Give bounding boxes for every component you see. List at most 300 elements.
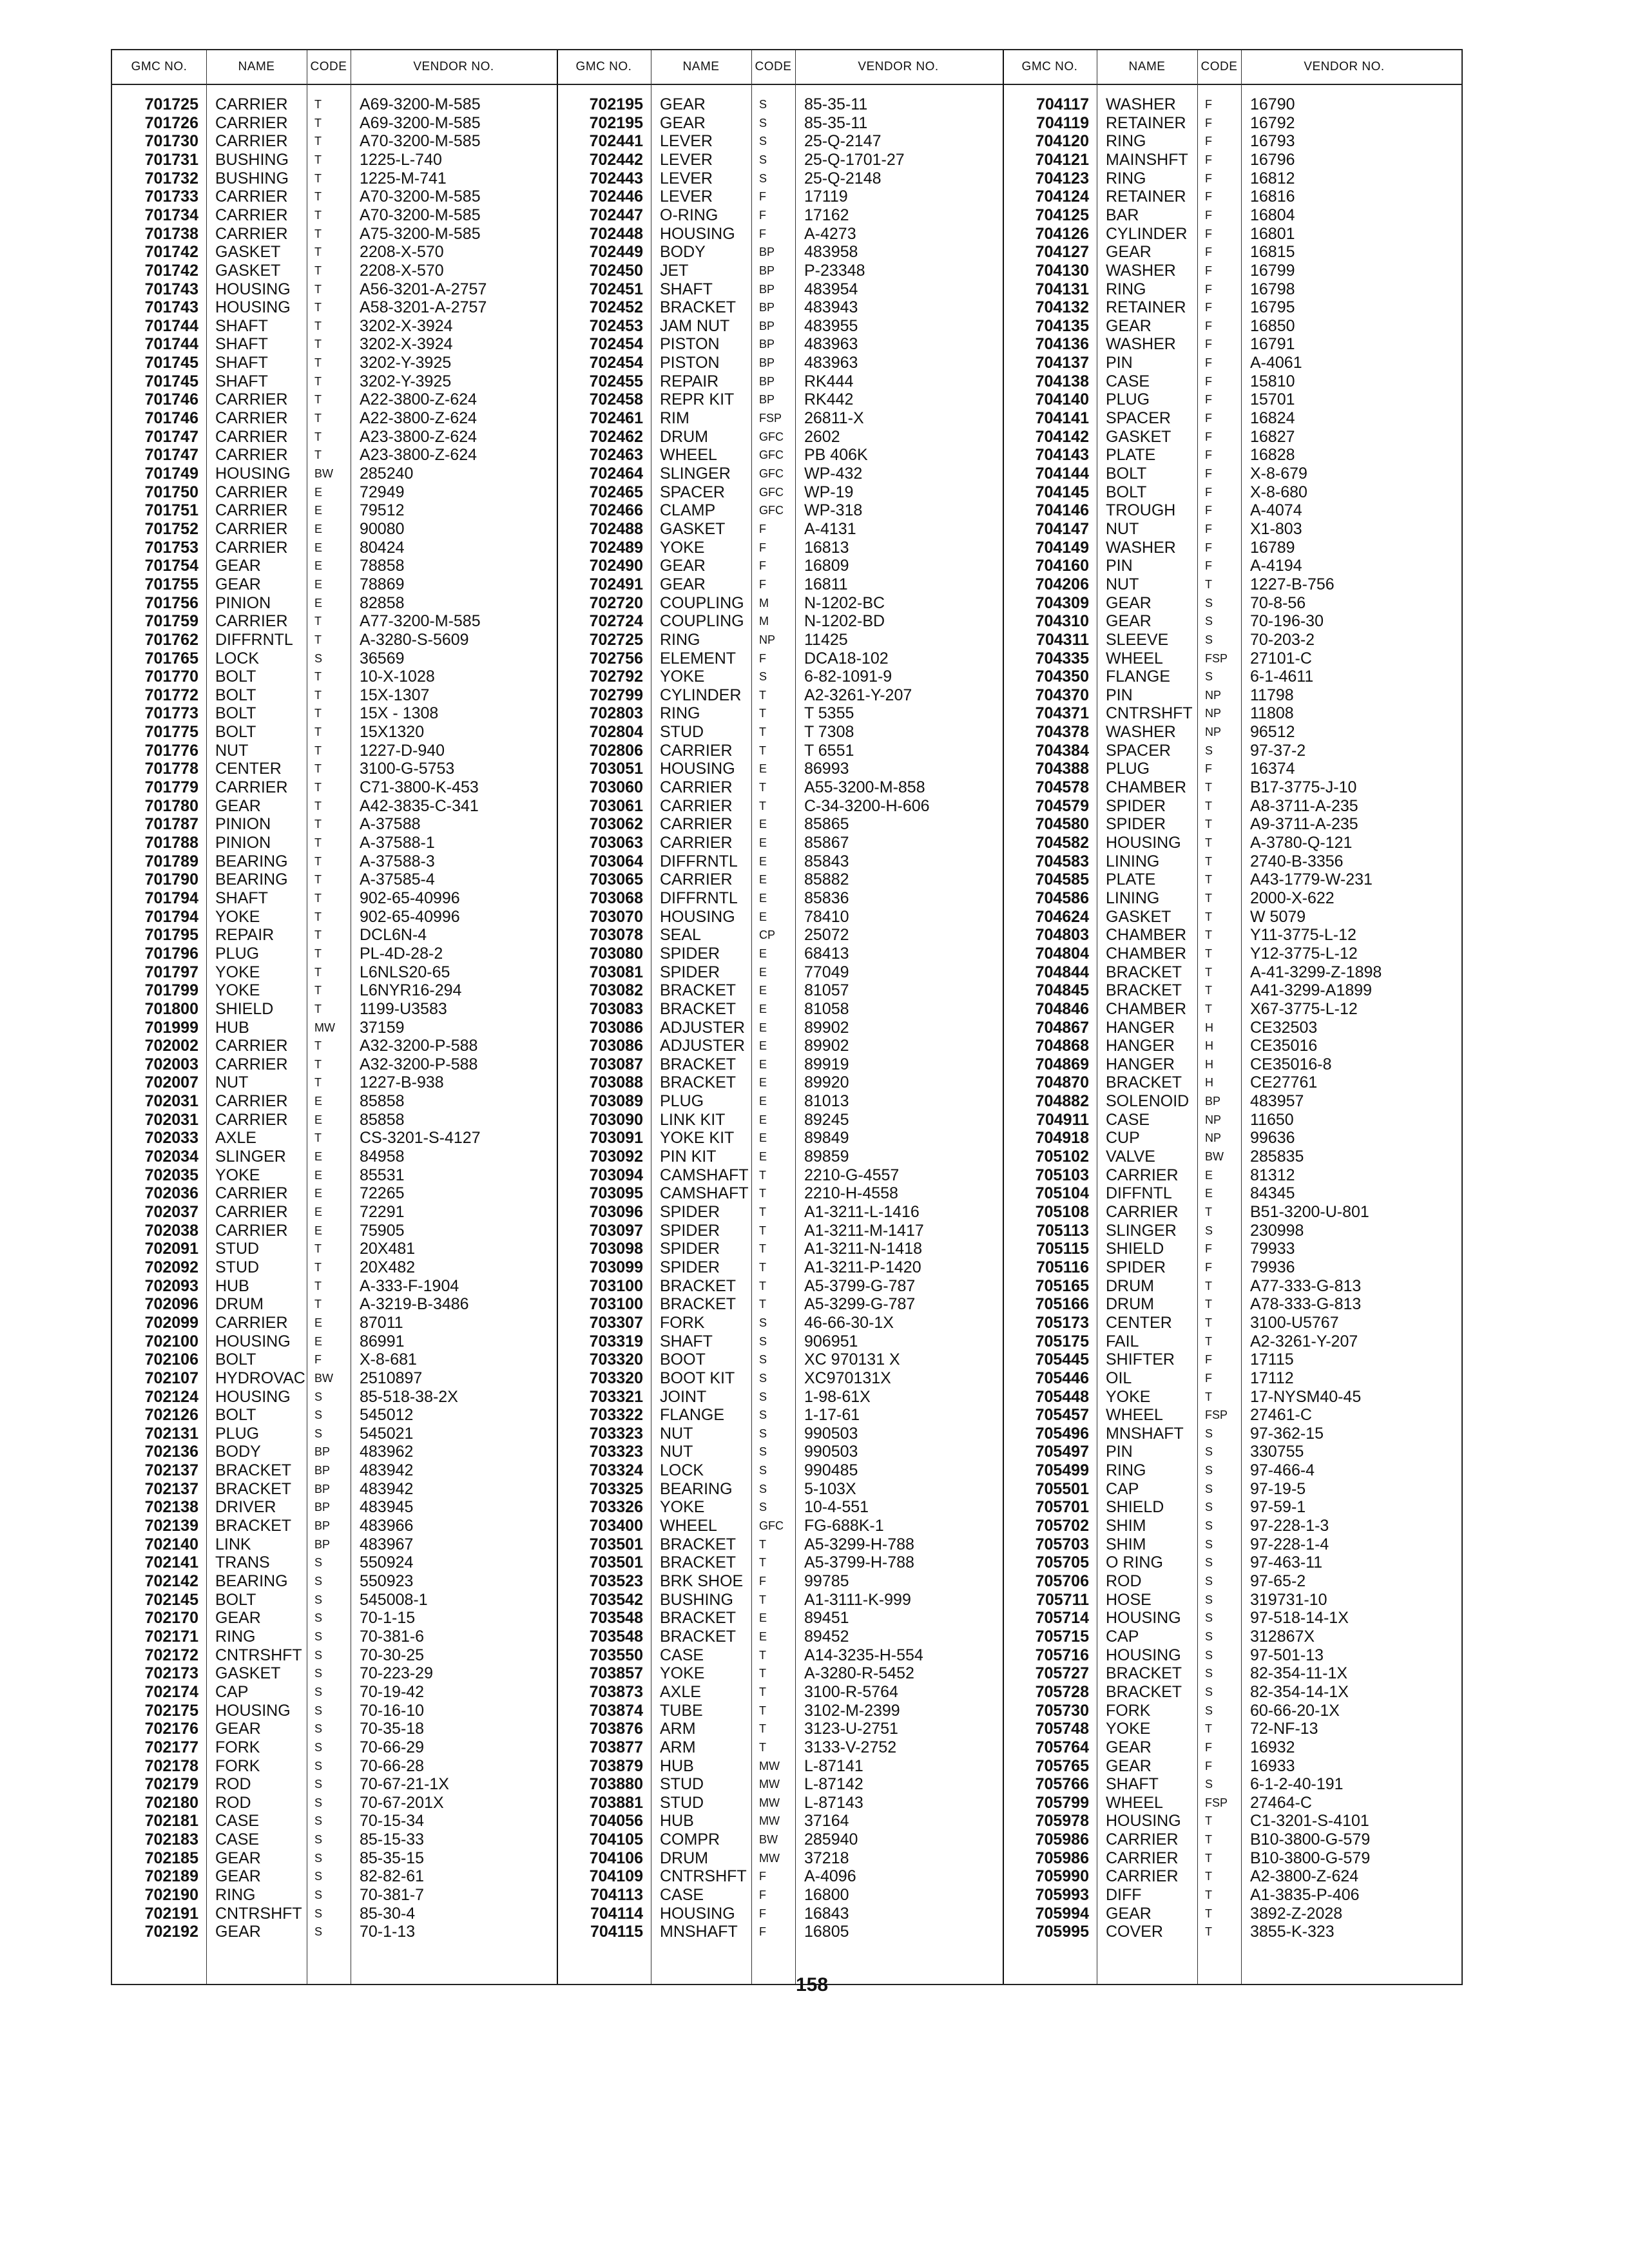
vendor-no: 1227-D-940 [360, 741, 445, 760]
gmc-no: 701732 [144, 169, 198, 187]
vendor-no: 483955 [804, 316, 858, 335]
table-row [1003, 520, 1447, 539]
gmc-no: 702141 [144, 1553, 198, 1572]
table-row [112, 298, 557, 317]
gmc-no: 701745 [144, 372, 198, 390]
gmc-no: 702034 [144, 1148, 198, 1166]
vendor-no: 1227-B-938 [360, 1073, 444, 1092]
part-name: REPAIR [660, 372, 719, 390]
vendor-no: A1-3211-N-1418 [804, 1240, 922, 1258]
column-divider [1003, 50, 1004, 1984]
part-name: BRACKET [660, 1627, 737, 1646]
vendor-no: A55-3200-M-858 [804, 778, 925, 797]
part-name: TUBE [660, 1701, 703, 1720]
vendor-no: L-87141 [804, 1756, 863, 1775]
vendor-code: E [314, 1150, 323, 1164]
table-row [557, 1314, 1001, 1332]
table-row [1003, 631, 1447, 649]
vendor-no: 10-4-551 [804, 1498, 869, 1517]
column-divider [751, 50, 752, 1984]
part-name: SLINGER [1106, 1221, 1177, 1240]
part-name: BRACKET [215, 1517, 292, 1535]
column-divider [1241, 50, 1242, 1984]
vendor-no: 87011 [360, 1313, 403, 1332]
vendor-no: 70-381-6 [360, 1627, 425, 1646]
vendor-no: P-23348 [804, 261, 865, 280]
gmc-no: 703880 [589, 1775, 643, 1794]
table-row [1003, 1609, 1447, 1628]
gmc-no: 705727 [1035, 1664, 1089, 1683]
vendor-no: 37218 [804, 1849, 849, 1867]
part-name: BRACKET [1106, 1664, 1182, 1683]
vendor-no: 17119 [804, 187, 848, 206]
gmc-no: 705799 [1035, 1793, 1089, 1812]
vendor-code: S [759, 1334, 767, 1348]
gmc-no: 703061 [589, 796, 643, 815]
vendor-code: T [314, 153, 322, 166]
part-name: ADJUSTER [660, 1018, 745, 1037]
vendor-code: F [1205, 1740, 1212, 1754]
gmc-no: 702183 [144, 1831, 198, 1849]
vendor-code: T [314, 1039, 322, 1053]
vendor-no: 27101-C [1250, 649, 1312, 668]
part-name: SPIDER [660, 944, 720, 963]
table-row [1003, 1886, 1447, 1905]
gmc-no: 705728 [1035, 1682, 1089, 1701]
table-row [112, 686, 557, 705]
vendor-code: BW [759, 1833, 778, 1847]
vendor-no: X1-803 [1250, 519, 1302, 538]
vendor-no: 2602 [804, 427, 840, 446]
table-row [112, 1702, 557, 1720]
vendor-no: 86993 [804, 760, 849, 778]
part-name: SPIDER [660, 1221, 720, 1240]
vendor-code: S [314, 1851, 323, 1865]
table-row [557, 501, 1001, 520]
vendor-no: 70-15-34 [360, 1812, 425, 1831]
gmc-no: 702454 [589, 354, 643, 372]
gmc-no: 702461 [589, 409, 643, 428]
vendor-code: T [314, 726, 322, 739]
parts-table [111, 49, 1463, 1985]
gmc-no: 704149 [1035, 538, 1089, 557]
table-row [557, 742, 1001, 760]
part-name: PIN KIT [660, 1148, 717, 1166]
table-row [112, 1129, 557, 1148]
table-row [112, 390, 557, 409]
gmc-no: 705103 [1035, 1166, 1089, 1184]
vendor-code: T [314, 633, 322, 646]
vendor-code: S [314, 1704, 323, 1717]
vendor-code: S [759, 1501, 767, 1514]
vendor-no: B51-3200-U-801 [1250, 1203, 1369, 1221]
gmc-no: 703099 [589, 1258, 643, 1276]
gmc-no: 702131 [144, 1424, 198, 1443]
gmc-no: 703876 [589, 1720, 643, 1738]
gmc-no: 703501 [589, 1535, 643, 1553]
part-name: CARRIER [215, 409, 288, 428]
part-name: YOKE [660, 668, 705, 686]
table-row [1003, 95, 1447, 114]
gmc-no: 702806 [589, 741, 643, 760]
table-row [112, 262, 557, 280]
table-row [112, 889, 557, 908]
vendor-no: 37164 [804, 1812, 849, 1831]
part-name: ROD [215, 1793, 251, 1812]
part-name: SHIELD [1106, 1498, 1164, 1517]
vendor-no: 3892-Z-2028 [1250, 1904, 1343, 1923]
part-name: TROUGH [1106, 501, 1176, 520]
vendor-code: S [314, 1833, 323, 1847]
header-name: NAME [682, 60, 720, 73]
table-row [112, 1867, 557, 1886]
vendor-no: 6-1-4611 [1250, 668, 1314, 686]
gmc-no: 702180 [144, 1793, 198, 1812]
vendor-no: 3202-X-3924 [360, 335, 453, 354]
vendor-code: E [314, 596, 323, 610]
vendor-code: S [759, 98, 767, 111]
part-name: CARRIER [215, 427, 288, 446]
gmc-no: 702454 [589, 335, 643, 354]
vendor-no: 16798 [1250, 280, 1295, 298]
gmc-no: 704585 [1035, 870, 1089, 889]
table-row [112, 1831, 557, 1849]
vendor-code: E [314, 1316, 323, 1329]
vendor-no: 3202-X-3924 [360, 316, 453, 335]
table-row [557, 372, 1001, 391]
table-row [1003, 1867, 1447, 1886]
table-row [112, 1461, 557, 1480]
part-name: BRACKET [660, 298, 737, 317]
vendor-code: E [759, 854, 767, 868]
part-name: BRACKET [660, 1073, 737, 1092]
part-name: CUP [1106, 1129, 1140, 1148]
table-row [557, 870, 1001, 889]
table-row [557, 1480, 1001, 1499]
part-name: CARRIER [215, 538, 288, 557]
gmc-no: 705715 [1035, 1627, 1089, 1646]
vendor-code: E [759, 1021, 767, 1034]
vendor-no: 902-65-40996 [360, 907, 460, 926]
part-name: HOUSING [1106, 834, 1181, 852]
table-row [557, 446, 1001, 465]
vendor-code: T [759, 1648, 766, 1662]
table-row [1003, 815, 1447, 834]
table-row [557, 465, 1001, 483]
part-name: DIFFRNTL [660, 852, 738, 870]
part-name: PIN [1106, 557, 1133, 575]
table-row [557, 1055, 1001, 1074]
part-name: PINION [215, 593, 271, 612]
vendor-no: 78858 [360, 557, 405, 575]
table-row [112, 1553, 557, 1572]
vendor-no: 17115 [1250, 1350, 1294, 1369]
vendor-code: T [314, 116, 322, 130]
vendor-code: T [1205, 1334, 1212, 1348]
part-name: HOUSING [215, 280, 291, 298]
gmc-no: 702441 [589, 132, 643, 151]
vendor-no: 3202-Y-3925 [360, 372, 452, 390]
gmc-no: 703542 [589, 1590, 643, 1609]
vendor-no: CE35016-8 [1250, 1055, 1332, 1073]
vendor-code: MW [759, 1814, 780, 1828]
vendor-no: 285240 [360, 465, 414, 483]
gmc-no: 701796 [144, 944, 198, 963]
part-name: BODY [215, 1443, 261, 1461]
vendor-code: T [314, 1002, 322, 1015]
vendor-no: 85843 [804, 852, 849, 870]
table-row [557, 1867, 1001, 1886]
part-name: CARRIER [215, 483, 288, 501]
vendor-code: S [759, 1464, 767, 1477]
vendor-no: 16799 [1250, 261, 1295, 280]
gmc-no: 702804 [589, 723, 643, 742]
part-name: NUT [215, 741, 249, 760]
vendor-no: 70-35-18 [360, 1720, 425, 1738]
gmc-no: 701744 [144, 335, 198, 354]
header-name: NAME [238, 60, 275, 73]
table-row [557, 1000, 1001, 1019]
vendor-code: T [314, 208, 322, 222]
table-row [1003, 575, 1447, 594]
part-name: SPIDER [660, 1203, 720, 1221]
gmc-no: 705445 [1035, 1350, 1089, 1369]
table-row [1003, 1812, 1447, 1831]
table-row [557, 1628, 1001, 1646]
vendor-code: F [759, 208, 766, 222]
vendor-no: Y12-3775-L-12 [1250, 944, 1358, 963]
vendor-no: 89919 [804, 1055, 849, 1073]
gmc-no: 702465 [589, 483, 643, 501]
table-row [1003, 262, 1447, 280]
vendor-code: MW [759, 1778, 780, 1791]
vendor-no: 16816 [1250, 187, 1295, 206]
table-row [1003, 1664, 1447, 1683]
gmc-no: 705497 [1035, 1443, 1089, 1461]
part-name: BOLT [215, 668, 256, 686]
part-name: BOLT [215, 704, 256, 723]
gmc-no: 701743 [144, 298, 198, 317]
gmc-no: 702036 [144, 1184, 198, 1203]
vendor-code: T [314, 1260, 322, 1274]
table-row [112, 1055, 557, 1074]
gmc-no: 702725 [589, 630, 643, 649]
table-row [112, 1775, 557, 1794]
table-row [1003, 1055, 1447, 1074]
vendor-code: E [314, 1095, 323, 1108]
gmc-no: 705986 [1035, 1831, 1089, 1849]
vendor-code: S [314, 1685, 323, 1698]
vendor-code: T [759, 799, 766, 812]
gmc-no: 703325 [589, 1479, 643, 1498]
vendor-code: T [1205, 781, 1212, 794]
gmc-no: 701755 [144, 575, 198, 593]
gmc-no: 705986 [1035, 1849, 1089, 1867]
part-name: DIFFRNTL [215, 630, 293, 649]
vendor-code: F [1205, 374, 1212, 388]
vendor-code: S [759, 1408, 767, 1422]
gmc-no: 702136 [144, 1443, 198, 1461]
vendor-code: BP [314, 1501, 331, 1514]
part-name: CARRIER [660, 870, 733, 889]
gmc-no: 705990 [1035, 1867, 1089, 1886]
vendor-code: T [1205, 947, 1212, 960]
part-name: BOLT [1106, 483, 1147, 501]
vendor-no: 70-1-15 [360, 1609, 416, 1628]
vendor-code: T [314, 947, 322, 960]
vendor-code: T [759, 1168, 766, 1182]
part-name: COUPLING [660, 612, 744, 631]
part-name: DIFFNTL [1106, 1184, 1172, 1203]
vendor-no: 3100-G-5753 [360, 760, 455, 778]
vendor-code: E [759, 1113, 767, 1126]
table-row [1003, 797, 1447, 816]
part-name: RETAINER [1106, 113, 1186, 132]
vendor-no: A75-3200-M-585 [360, 224, 481, 243]
part-name: SHIFTER [1106, 1350, 1175, 1369]
part-name: PISTON [660, 335, 720, 354]
vendor-code: T [1205, 1888, 1212, 1902]
table-row [557, 686, 1001, 705]
vendor-no: 26811-X [804, 409, 864, 428]
table-row [112, 797, 557, 816]
part-name: GEAR [1106, 1904, 1152, 1923]
part-name: O-RING [660, 206, 718, 224]
gmc-no: 704105 [589, 1831, 643, 1849]
part-name: CARRIER [215, 1313, 288, 1332]
table-row [1003, 1203, 1447, 1222]
table-row [112, 1443, 557, 1461]
gmc-no: 704311 [1036, 630, 1089, 649]
table-row [557, 1646, 1001, 1665]
gmc-no: 704869 [1035, 1055, 1089, 1073]
part-name: CYLINDER [660, 686, 742, 704]
part-name: AXLE [660, 1682, 701, 1701]
vendor-code: T [1205, 1390, 1212, 1403]
vendor-code: E [759, 1611, 767, 1625]
part-name: GEAR [215, 796, 261, 815]
vendor-code: S [314, 1575, 323, 1588]
gmc-no: 704867 [1035, 1018, 1089, 1037]
gmc-no: 705115 [1036, 1240, 1089, 1258]
vendor-no: 84345 [1250, 1184, 1295, 1203]
vendor-code: F [1205, 485, 1212, 499]
table-row [1003, 1535, 1447, 1554]
table-row [557, 649, 1001, 668]
gmc-no: 704845 [1035, 981, 1089, 1000]
vendor-code: T [759, 744, 766, 757]
vendor-no: 72-NF-13 [1250, 1720, 1318, 1738]
gmc-no: 703307 [589, 1313, 643, 1332]
table-row [1003, 908, 1447, 927]
gmc-no: 702464 [589, 465, 643, 483]
table-header [112, 50, 1461, 85]
vendor-no: 27464-C [1250, 1793, 1312, 1812]
gmc-no: 704870 [1035, 1073, 1089, 1092]
part-name: MAINSHFT [1106, 150, 1188, 169]
part-name: CLAMP [660, 501, 716, 520]
table-row [557, 1406, 1001, 1425]
table-row [557, 354, 1001, 372]
vendor-code: F [1205, 208, 1212, 222]
table-row [557, 169, 1001, 188]
vendor-no: A22-3800-Z-624 [360, 409, 477, 428]
table-row [1003, 760, 1447, 778]
vendor-code: E [314, 1334, 323, 1348]
vendor-no: A5-3299-H-788 [804, 1535, 914, 1553]
vendor-code: S [314, 1888, 323, 1902]
vendor-code: F [1205, 116, 1212, 130]
vendor-code: F [759, 541, 766, 554]
vendor-no: C1-3201-S-4101 [1250, 1812, 1369, 1831]
vendor-code: T [1205, 1298, 1212, 1311]
vendor-no: 97-228-1-4 [1250, 1535, 1329, 1553]
gmc-no: 701746 [144, 409, 198, 428]
vendor-no: N-1202-BC [804, 593, 885, 612]
part-name: HOUSING [1106, 1609, 1181, 1628]
table-row [1003, 1849, 1447, 1868]
vendor-no: 81058 [804, 999, 849, 1018]
gmc-no: 702466 [589, 501, 643, 520]
table-row [557, 1461, 1001, 1480]
vendor-no: 15701 [1250, 390, 1295, 409]
vendor-no: 16812 [1250, 169, 1295, 187]
vendor-code: T [314, 1057, 322, 1071]
vendor-no: 3100-R-5764 [804, 1682, 898, 1701]
part-name: CARRIER [660, 796, 733, 815]
vendor-no: 16796 [1250, 150, 1295, 169]
table-row [112, 1332, 557, 1351]
vendor-no: CS-3201-S-4127 [360, 1129, 481, 1148]
table-row [557, 1886, 1001, 1905]
table-row [557, 1812, 1001, 1831]
vendor-no: 16791 [1250, 335, 1295, 354]
vendor-code: BP [1205, 1095, 1221, 1108]
vendor-no: 483943 [804, 298, 858, 317]
table-row [112, 631, 557, 649]
gmc-no: 704580 [1035, 815, 1089, 834]
gmc-no: 701744 [144, 316, 198, 335]
vendor-no: 68413 [804, 944, 849, 963]
vendor-no: 15X-1307 [360, 686, 430, 704]
vendor-code: GFC [759, 504, 784, 517]
gmc-no: 702442 [589, 150, 643, 169]
gmc-no: 703523 [589, 1572, 643, 1590]
vendor-no: 25-Q-1701-27 [804, 150, 905, 169]
gmc-no: 703078 [589, 926, 643, 945]
part-name: CNTRSHFT [215, 1646, 302, 1664]
table-row [112, 1184, 557, 1203]
part-name: PIN [1106, 1443, 1133, 1461]
vendor-code: T [1205, 836, 1212, 849]
vendor-no: 85-35-15 [360, 1849, 425, 1867]
vendor-code: T [1205, 1002, 1212, 1015]
vendor-code: T [314, 1131, 322, 1145]
part-name: FORK [215, 1756, 260, 1775]
vendor-no: 25-Q-2148 [804, 169, 882, 187]
table-row [112, 1498, 557, 1517]
gmc-no: 705448 [1035, 1387, 1089, 1406]
gmc-no: 704124 [1035, 187, 1089, 206]
vendor-code: S [759, 1427, 767, 1440]
table-row [557, 520, 1001, 539]
table-row [112, 815, 557, 834]
vendor-code: E [759, 947, 767, 960]
table-row [1003, 446, 1447, 465]
vendor-no: X-8-681 [360, 1350, 417, 1369]
vendor-no: A-3280-R-5452 [804, 1664, 914, 1683]
vendor-code: E [759, 1057, 767, 1071]
